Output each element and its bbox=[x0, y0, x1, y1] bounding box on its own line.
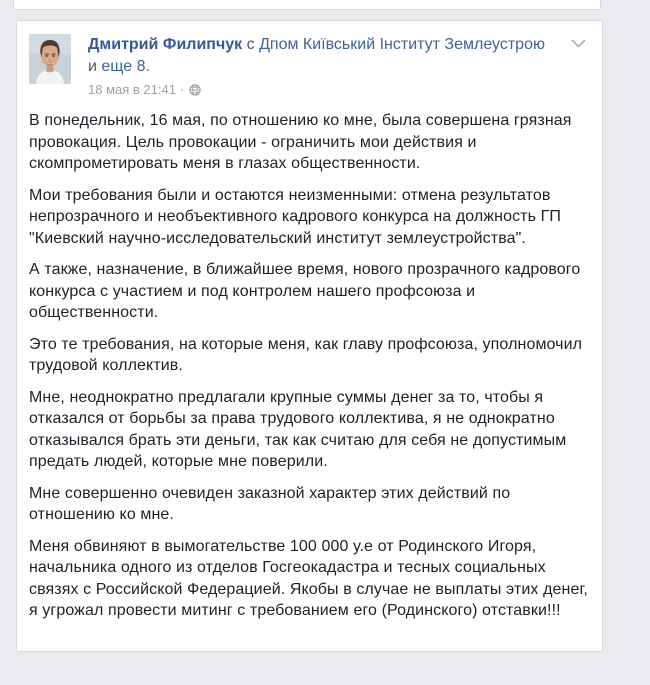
globe-icon bbox=[189, 84, 201, 96]
post-byline bbox=[88, 34, 558, 78]
with-word-text: с bbox=[246, 36, 255, 53]
more-tags-link[interactable]: еще 8. bbox=[101, 58, 150, 75]
previous-post-remnant bbox=[13, 0, 601, 10]
profile-photo-icon bbox=[29, 34, 71, 84]
author-avatar[interactable] bbox=[29, 34, 71, 84]
dot-separator: · bbox=[179, 82, 185, 97]
post-paragraph: В понедельник, 16 мая, по отношению ко мне, была совершена грязная провокация. Цель провокации - ограничить мои действия и скомпрометировать меня в глазах общественности. bbox=[29, 112, 572, 172]
post-paragraph: Мне, неоднократно предлагали крупные суммы денег за то, чтобы я отказался от борьбы за права трудового коллектива, я не однократно отказывался брать эти деньги, так как считаю для себя не допустимым предать людей, которые мне поверили. bbox=[29, 388, 567, 470]
post-paragraph: Меня обвиняют в вымогательстве 100 000 у.е от Родинского Игоря, начальника одного из отделов Госгеокадастра и тесных социальных связях с Российской Федерацией. Якобы в случае не выплаты этих денег, я угрожал провести митинг с требованием его (Родинского) отставки!!! bbox=[29, 537, 588, 619]
post-paragraph: Мои требования были и остаются неизменными: отмена результатов непрозрачного и необъективного кадрового конкурса на должность ГП "Киевский научно-исследовательский институт землеустройства". bbox=[29, 186, 561, 247]
author-name-link[interactable]: Дмитрий Филипчук bbox=[88, 36, 243, 53]
post-text bbox=[17, 97, 602, 636]
chevron-down-icon bbox=[571, 39, 586, 49]
post-card bbox=[16, 20, 603, 652]
timestamp-row bbox=[88, 82, 558, 97]
timestamp-link[interactable]: 18 мая в 21:41 bbox=[88, 82, 176, 97]
and-word-text: и bbox=[88, 58, 97, 75]
tagged-place-link[interactable]: Дпом Київський Інститут Землеустрою bbox=[259, 36, 545, 53]
post-header-main bbox=[88, 34, 588, 97]
post-paragraph: Мне совершенно очевиден заказной характер этих действий по отношению ко мне. bbox=[29, 484, 511, 523]
post-options-button[interactable] bbox=[571, 36, 587, 48]
post-paragraph: А также, назначение, в ближайшее время, нового прозрачного кадрового конкурса с участием и под контролем нашего профсоюза и общественности. bbox=[29, 261, 581, 321]
post-header bbox=[17, 21, 602, 97]
post-paragraph: Это те требования, на которые меня, как главу профсоюза, уполномочил трудовой коллектив. bbox=[29, 335, 583, 374]
